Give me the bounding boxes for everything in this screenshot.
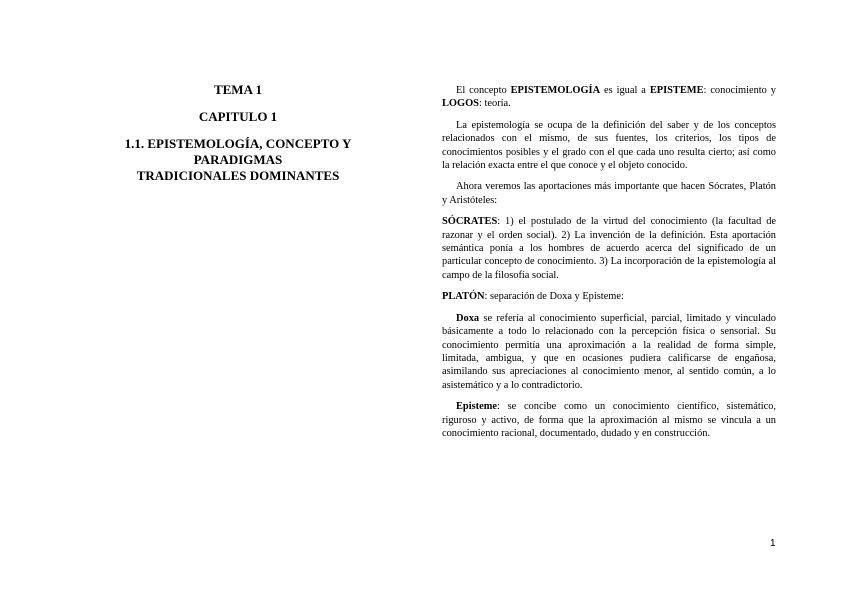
paragraph-contributions-intro: Ahora veremos las aportaciones más importante que hacen Sócrates, Platón y Aristóteles: — [442, 181, 776, 206]
term-logos: LOGOS — [442, 98, 479, 110]
paragraph-platon — [442, 290, 776, 303]
text-run: : 1) el postulado de la virtud del conocimiento (la facultad de razonar y el orden social). 2) La invención de la definición. Esta aportación semántica ponía a los hombres de acuerdo acerca del significado de un particular concepto de conocimiento. 3) La incorporación de la epistemología al campo de la filosofía social. — [442, 216, 776, 281]
label-episteme: Episteme — [456, 401, 497, 413]
paragraph-epistemology-scope: La epistemología se ocupa de la definición del saber y de los conceptos relacionados con el mismo, de sus fuentes, los criterios, los tipos de conocimientos posibles y el grado con el que cada uno resulta cierto; así como la relación exacta entre el que conoce y el objeto conocido. — [442, 119, 776, 172]
paragraph-doxa — [442, 312, 776, 392]
paragraph-definition — [442, 84, 776, 111]
label-socrates: SÓCRATES — [442, 216, 498, 228]
label-platon: PLATÓN — [442, 291, 485, 303]
paragraph-episteme — [442, 400, 776, 440]
text-run: se refería al conocimiento superficial, parcial, limitado y vinculado básicamente a todo lo relacionado con la percepción física o sensorial. Su conocimiento permitía una aproximación a la realidad de forma simple, limitada, ambigua, y que en ocasiones pudiera calificarse de engañosa, asimilando sus apreciaciones al conocimiento menor, al sentido común, a lo asistemático y a lo contradictorio. — [442, 312, 776, 391]
section-heading — [88, 136, 388, 184]
text-run: : teoría. — [478, 98, 511, 110]
term-episteme: EPISTEME — [649, 85, 704, 96]
page-number: 1 — [770, 538, 776, 549]
left-column — [88, 82, 388, 184]
label-doxa: Doxa — [456, 312, 480, 324]
tema-heading: TEMA 1 — [213, 82, 263, 97]
text-run: El concepto — [456, 85, 511, 96]
text-run: : conocimiento y — [703, 85, 776, 96]
text-run: : se concibe como un conocimiento científico, sistemático, riguroso y activo, de forma que la aproximación al mismo se vincula a un conocimiento racional, documentado, dudado y en construcción. — [442, 401, 776, 439]
term-epistemologia: EPISTEMOLOGÍA — [510, 85, 601, 96]
section-heading-line1: 1.1. EPISTEMOLOGÍA, CONCEPTO Y PARADIGMAS — [124, 136, 352, 167]
right-column — [442, 84, 776, 448]
section-heading-line2: TRADICIONALES DOMINANTES — [136, 168, 340, 183]
capitulo-heading: CAPITULO 1 — [198, 109, 278, 124]
paragraph-socrates — [442, 215, 776, 282]
text-run: : separación de Doxa y Episteme: — [484, 291, 624, 303]
text-run: es igual a — [600, 85, 650, 96]
